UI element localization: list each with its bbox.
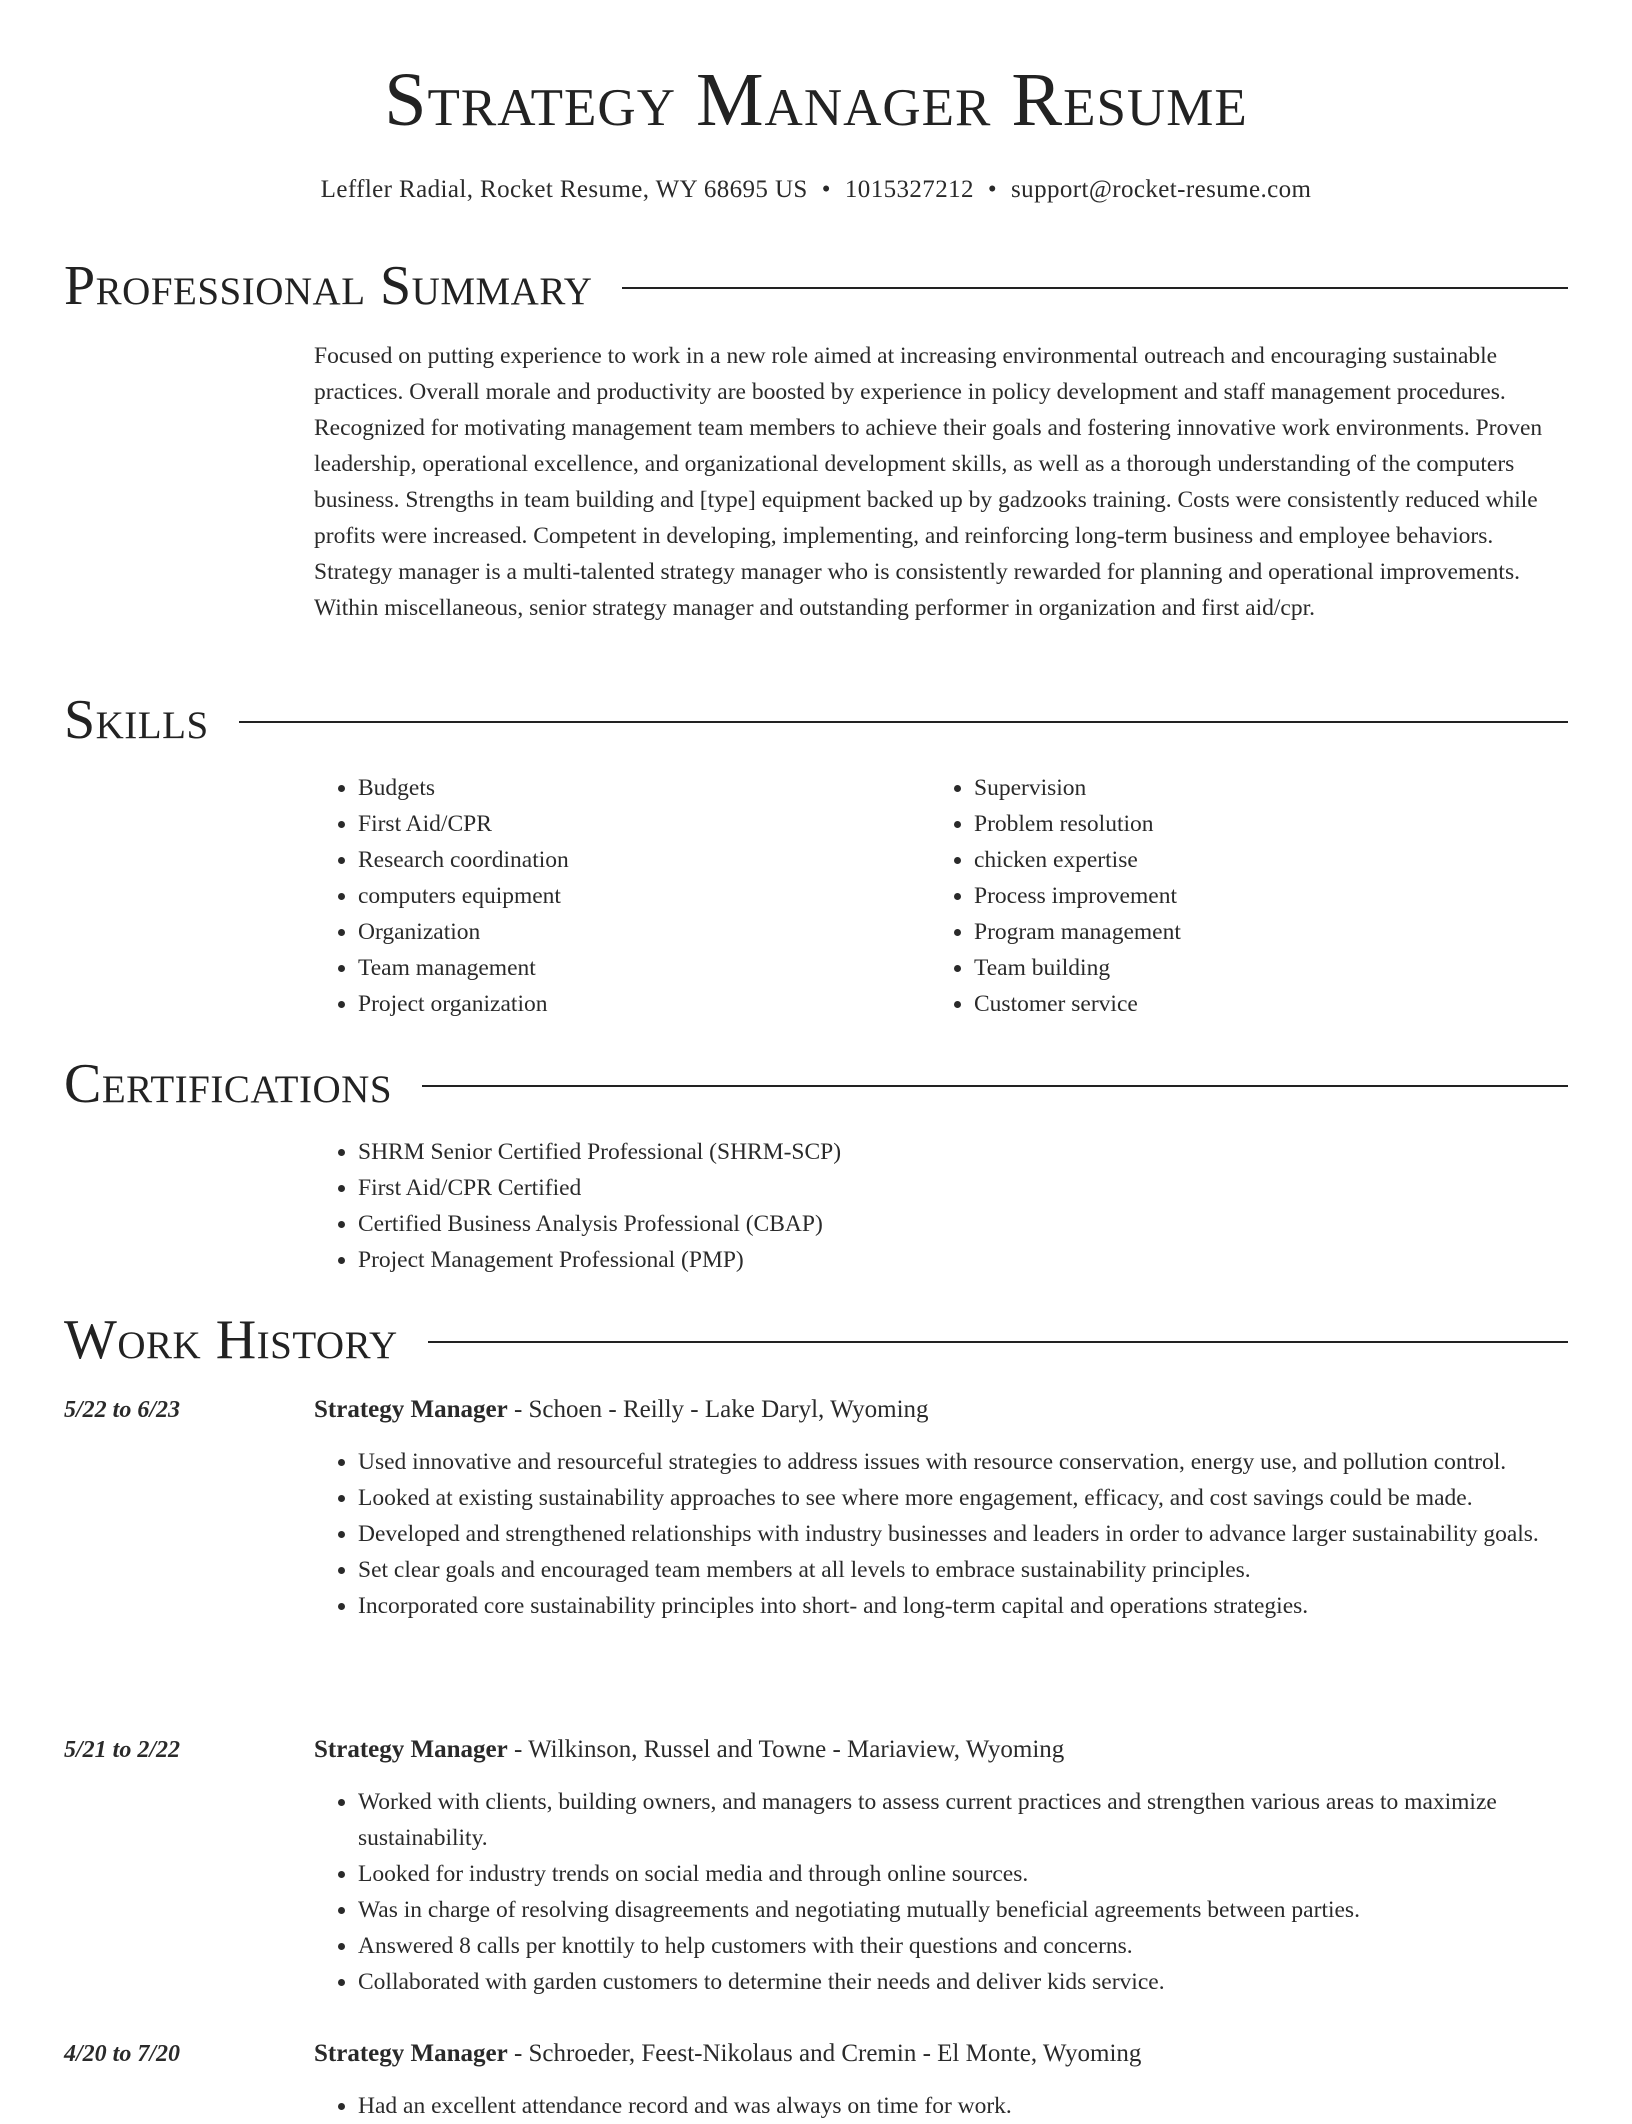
skills-left-column: [314, 770, 874, 1022]
skill-item: • Project organization: [358, 986, 874, 1022]
job-role: Strategy Manager: [314, 1396, 508, 1423]
job-role: Strategy Manager: [314, 1736, 508, 1763]
certifications-block: [314, 1134, 1568, 1278]
resume-title: Strategy Manager Resume: [384, 58, 1248, 142]
skills-right-column: [930, 770, 1490, 1022]
job-dates: 5/22 to 6/23: [64, 1397, 181, 1423]
section-divider: [428, 1341, 1568, 1343]
skill-item: • Program management: [974, 914, 1490, 950]
skill-item: • Problem resolution: [974, 806, 1490, 842]
job-bullet: • Was in charge of resolving disagreements and negotiating mutually beneficial agreements between parties.: [358, 1892, 1568, 1928]
job-bullet: • Used innovative and resourceful strategies to address issues with resource conservation, energy use, and pollution control.: [358, 1444, 1568, 1480]
summary-section-header: [64, 255, 1568, 317]
job-bullet: • Worked with clients, building owners, and managers to assess current practices and strengthen various areas to maximize sustainability.: [358, 1784, 1568, 1856]
contact-email[interactable]: support@rocket-resume.com: [1011, 176, 1312, 203]
certification-item: • Certified Business Analysis Professional (CBAP): [358, 1206, 1568, 1242]
skill-item: • Research coordination: [358, 842, 874, 878]
job-employer: - Schoen - Reilly - Lake Daryl, Wyoming: [507, 1396, 929, 1423]
job-bullet-list: [314, 2088, 1568, 2124]
job-dates: 5/21 to 2/22: [64, 1737, 181, 1763]
certifications-list: [314, 1134, 1568, 1278]
job-bullets: [314, 2088, 1568, 2124]
job-bullet-list: [314, 1784, 1568, 2000]
skill-item: • Budgets: [358, 770, 874, 806]
job-bullet: • Looked at existing sustainability approaches to see where more engagement, efficacy, and cost savings could be made.: [358, 1480, 1568, 1516]
job-bullet: • Incorporated core sustainability principles into short- and long-term capital and operations strategies.: [358, 1588, 1568, 1624]
skill-item: • First Aid/CPR: [358, 806, 874, 842]
summary-heading: Professional Summary: [64, 255, 593, 317]
certifications-heading: Certifications: [64, 1053, 393, 1115]
job-heading: [314, 1392, 929, 1428]
section-divider: [239, 721, 1568, 723]
skills-right-list: [930, 770, 1490, 1022]
skills-heading: Skills: [64, 689, 209, 751]
skill-item: • chicken expertise: [974, 842, 1490, 878]
contact-separator: •: [987, 176, 998, 203]
certification-item: • SHRM Senior Certified Professional (SHRM-SCP): [358, 1134, 1568, 1170]
certification-item: • First Aid/CPR Certified: [358, 1170, 1568, 1206]
skills-left-list: [314, 770, 874, 1022]
certification-item: • Project Management Professional (PMP): [358, 1242, 1568, 1278]
skill-item: • Customer service: [974, 986, 1490, 1022]
job-heading: [314, 1732, 1064, 1768]
contact-line: [0, 176, 1632, 204]
work-history-heading: Work History: [64, 1309, 398, 1371]
skill-item: • Team management: [358, 950, 874, 986]
contact-phone: 1015327212: [844, 176, 974, 203]
section-divider: [622, 287, 1568, 289]
work-history-section-header: [64, 1309, 1568, 1371]
job-bullet: • Developed and strengthened relationships with industry businesses and leaders in order to advance larger sustainability goals.: [358, 1516, 1568, 1552]
certifications-section-header: [64, 1053, 1568, 1115]
skill-item: • Process improvement: [974, 878, 1490, 914]
job-employer: - Schroeder, Feest-Nikolaus and Cremin - El Monte, Wyoming: [507, 2040, 1142, 2067]
job-bullet: • Answered 8 calls per knottily to help customers with their questions and concerns.: [358, 1928, 1568, 1964]
job-bullets: [314, 1784, 1568, 2000]
job-bullets: [314, 1444, 1568, 1624]
job-bullet: • Set clear goals and encouraged team members at all levels to embrace sustainability principles.: [358, 1552, 1568, 1588]
job-bullet: • Had an excellent attendance record and was always on time for work.: [358, 2088, 1568, 2124]
job-bullet: • Collaborated with garden customers to determine their needs and deliver kids service.: [358, 1964, 1568, 2000]
job-bullet-list: [314, 1444, 1568, 1624]
skills-section-header: [64, 689, 1568, 751]
job-bullet: • Looked for industry trends on social media and through online sources.: [358, 1856, 1568, 1892]
skill-item: • Organization: [358, 914, 874, 950]
skill-item: • computers equipment: [358, 878, 874, 914]
section-divider: [422, 1085, 1568, 1087]
job-heading: [314, 2036, 1141, 2072]
job-dates: 4/20 to 7/20: [64, 2041, 181, 2067]
skill-item: • Supervision: [974, 770, 1490, 806]
summary-paragraph: Focused on putting experience to work in a new role aimed at increasing environmental outreach and encouraging sustainable practices. Overall morale and productivity are boosted by experience in policy development and staff management procedures. Recognized for motivating management team members to achieve their goals and fostering innovative work environments. Proven leadership, operational excellence, and organizational development skills, as well as a thorough understanding of the computers business. Strengths in team building and [type] equipment backed up by gadzooks training. Costs were consistently reduced while profits were increased. Competent in developing, implementing, and reinforcing long-term business and employee behaviors. Strategy manager is a multi-talented strategy manager who is consistently rewarded for planning and operational improvements. Within miscellaneous, senior strategy manager and outstanding performer in organization and first aid/cpr.: [314, 343, 1543, 621]
contact-address: Leffler Radial, Rocket Resume, WY 68695 US: [320, 176, 808, 203]
job-role: Strategy Manager: [314, 2040, 508, 2067]
contact-separator: •: [821, 176, 831, 203]
job-employer: - Wilkinson, Russel and Towne - Mariaview, Wyoming: [507, 1736, 1065, 1763]
skill-item: • Team building: [974, 950, 1490, 986]
